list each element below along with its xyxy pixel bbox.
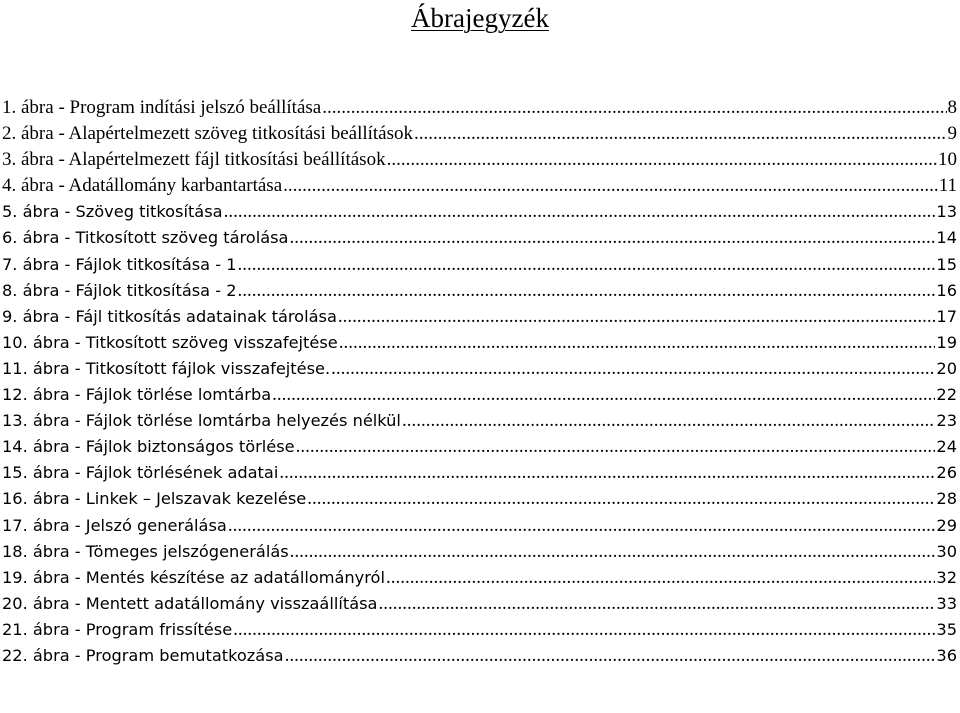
toc-entry-figure-10[interactable] xyxy=(2,330,957,356)
toc-entry-page-number: 9 xyxy=(947,123,957,145)
toc-entry-page-number: 8 xyxy=(947,97,957,118)
toc-entry-page-number: 15 xyxy=(936,254,957,274)
dot-leader xyxy=(283,173,938,199)
toc-entry-label: 4. ábra - Adatállomány karbantartása xyxy=(2,175,283,197)
toc-entry-label: 12. ábra - Fájlok törlése lomtárba xyxy=(2,385,272,405)
toc-entry-page-number: 23 xyxy=(936,411,957,431)
toc-entry-label: 5. ábra - Szöveg titkosítása xyxy=(2,202,223,222)
dot-leader xyxy=(272,382,935,408)
toc-entry-label: 9. ábra - Fájl titkosítás adatainak tárolása xyxy=(2,306,337,326)
toc-entry-label: 16. ábra - Linkek – Jelszavak kezelése xyxy=(2,489,307,509)
toc-entry-label: 13. ábra - Fájlok törlése lomtárba helyezés nélkül xyxy=(2,411,401,431)
dot-leader xyxy=(285,643,936,669)
dot-leader xyxy=(289,225,935,251)
toc-entry-page-number: 30 xyxy=(936,541,957,561)
toc-entry-figure-13[interactable] xyxy=(2,408,957,434)
dot-leader xyxy=(238,278,936,304)
table-of-figures xyxy=(2,95,957,669)
dot-leader xyxy=(224,199,936,225)
dot-leader xyxy=(414,121,946,147)
toc-entry-label: 10. ábra - Titkosított szöveg visszafejtése xyxy=(2,332,338,352)
toc-entry-label: 20. ábra - Mentett adatállomány visszaállítása xyxy=(2,593,378,613)
toc-entry-label: 18. ábra - Tömeges jelszógenerálás xyxy=(2,541,289,561)
dot-leader xyxy=(378,591,935,617)
toc-entry-label: 6. ábra - Titkosított szöveg tárolása xyxy=(2,228,289,248)
toc-entry-page-number: 13 xyxy=(936,202,957,222)
toc-entry-figure-8[interactable] xyxy=(2,278,957,304)
toc-entry-figure-21[interactable] xyxy=(2,617,957,643)
toc-entry-figure-12[interactable] xyxy=(2,382,957,408)
toc-entry-page-number: 35 xyxy=(936,619,957,639)
toc-entry-page-number: 28 xyxy=(936,489,957,509)
toc-entry-figure-17[interactable] xyxy=(2,513,957,539)
toc-entry-page-number: 10 xyxy=(938,149,957,171)
toc-entry-page-number: 32 xyxy=(936,567,957,587)
dot-leader xyxy=(228,513,936,539)
toc-entry-page-number: 17 xyxy=(936,306,957,326)
toc-entry-figure-1[interactable] xyxy=(2,95,957,121)
dot-leader xyxy=(386,565,935,591)
toc-entry-figure-11[interactable] xyxy=(2,356,957,382)
dot-leader xyxy=(279,460,935,486)
toc-entry-figure-16[interactable] xyxy=(2,486,957,512)
toc-entry-page-number: 20 xyxy=(936,358,957,378)
toc-entry-label: 8. ábra - Fájlok titkosítása - 2 xyxy=(2,280,237,300)
dot-leader xyxy=(338,304,936,330)
dot-leader xyxy=(322,95,946,121)
toc-entry-figure-15[interactable] xyxy=(2,460,957,486)
toc-entry-figure-3[interactable] xyxy=(2,147,957,173)
toc-entry-figure-22[interactable] xyxy=(2,643,957,669)
toc-entry-page-number: 36 xyxy=(936,645,957,665)
page-title: Ábrajegyzék xyxy=(411,3,549,33)
toc-entry-label: 2. ábra - Alapértelmezett szöveg titkosítási beállítások xyxy=(2,123,414,145)
toc-entry-label: 3. ábra - Alapértelmezett fájl titkosítási beállítások xyxy=(2,149,386,171)
toc-entry-page-number: 24 xyxy=(936,437,957,457)
toc-entry-figure-7[interactable] xyxy=(2,252,957,278)
toc-entry-label: 22. ábra - Program bemutatkozása xyxy=(2,645,284,665)
toc-entry-figure-18[interactable] xyxy=(2,539,957,565)
dot-leader xyxy=(238,252,936,278)
toc-entry-figure-14[interactable] xyxy=(2,434,957,460)
toc-entry-label: 11. ábra - Titkosított fájlok visszafejtése. xyxy=(2,358,331,378)
dot-leader xyxy=(331,356,935,382)
toc-entry-label: 14. ábra - Fájlok biztonságos törlése xyxy=(2,437,295,457)
toc-entry-figure-9[interactable] xyxy=(2,304,957,330)
dot-leader xyxy=(387,147,937,173)
dot-leader xyxy=(296,434,936,460)
toc-entry-page-number: 16 xyxy=(936,280,957,300)
toc-entry-figure-5[interactable] xyxy=(2,199,957,225)
toc-entry-figure-19[interactable] xyxy=(2,565,957,591)
toc-entry-page-number: 26 xyxy=(936,463,957,483)
dot-leader xyxy=(339,330,936,356)
toc-entry-figure-20[interactable] xyxy=(2,591,957,617)
toc-entry-page-number: 22 xyxy=(936,385,957,405)
toc-entry-label: 15. ábra - Fájlok törlésének adatai xyxy=(2,463,279,483)
toc-entry-label: 21. ábra - Program frissítése xyxy=(2,619,233,639)
toc-entry-label: 1. ábra - Program indítási jelszó beállítása xyxy=(2,97,322,118)
dot-leader xyxy=(402,408,935,434)
toc-entry-label: 17. ábra - Jelszó generálása xyxy=(2,515,227,535)
toc-entry-figure-2[interactable] xyxy=(2,121,957,147)
dot-leader xyxy=(307,486,935,512)
toc-entry-page-number: 11 xyxy=(938,175,957,197)
toc-entry-page-number: 33 xyxy=(936,593,957,613)
dot-leader xyxy=(290,539,936,565)
toc-entry-label: 7. ábra - Fájlok titkosítása - 1 xyxy=(2,254,237,274)
toc-entry-page-number: 19 xyxy=(936,332,957,352)
dot-leader xyxy=(233,617,935,643)
toc-entry-page-number: 14 xyxy=(936,228,957,248)
toc-entry-figure-4[interactable] xyxy=(2,173,957,199)
toc-entry-figure-6[interactable] xyxy=(2,225,957,251)
toc-entry-label: 19. ábra - Mentés készítése az adatállományról xyxy=(2,567,385,587)
toc-entry-page-number: 29 xyxy=(936,515,957,535)
